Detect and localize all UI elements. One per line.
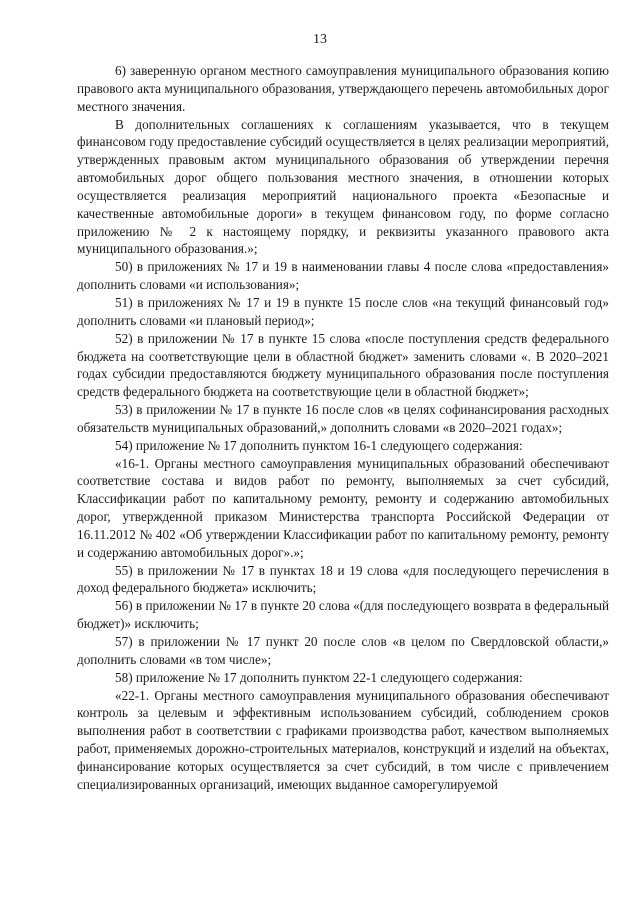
paragraph-item-51: 51) в приложениях № 17 и 19 в пункте 15 после слов «на текущий финансовый год» дополнить словами «и плановый период»; — [77, 294, 609, 328]
paragraph-item-53: 53) в приложении № 17 в пункте 16 после слов «в целях софинансирования расходных обязательств муниципальных образований,» дополнить словами «в 2020–2021 годах»; — [77, 402, 609, 435]
paragraph-point-16-1: «16-1. Органы местного самоуправления муниципальных образований обеспечивают соответствие состава и видов работ по ремонту, выполняемых за счет субсидий, Классификации работ по капитальному ремонту, ремонту и содержанию автомобильных дорог, утвержденной приказом Министерства транспорта Российской Федерации от 16.11.2012 № 402 «Об утверждении Классификации работ по капитальному ремонту, ремонту и содержанию автомобильных дорог».»; — [77, 455, 609, 560]
document-body — [77, 62, 609, 794]
paragraph-supplementary-agreements: В дополнительных соглашениях к соглашениям указывается, что в текущем финансовом году предоставление субсидий осуществляется в целях реализации мероприятий, утвержденных правовым актом муниципального образования об утверждении перечня автомобильных дорог общего пользования местного значения, в отношении которых осуществляется реализация мероприятий национального проекта «Безопасные и качественные автомобильные дороги» в текущем финансовом году, по форме согласно приложению № 2 к настоящему порядку, и реквизиты указанного правового акта муниципального образования.»; — [77, 116, 609, 257]
paragraph-item-52: 52) в приложении № 17 в пункте 15 слова «после поступления средств федерального бюджета на соответствующие цели в областной бюджет» заменить словами «. В 2020–2021 годах субсидии предоставляются бюджету муниципального образования после поступления средств федерального бюджета на соответствующие цели в областной бюджет»; — [77, 330, 609, 400]
paragraph-item-54: 54) приложение № 17 дополнить пунктом 16-1 следующего содержания: — [115, 437, 523, 453]
paragraph-item-56: 56) в приложении № 17 в пункте 20 слова «(для последующего возврата в федеральный бюджет)» исключить; — [77, 598, 609, 632]
page-number: 13 — [313, 32, 327, 47]
paragraph-item-6-continuation: 6) заверенную органом местного самоуправления муниципального образования копию правового акта муниципального образования, утверждающего перечень автомобильных дорог местного значения. — [77, 63, 609, 114]
paragraph-item-57: 57) в приложении № 17 пункт 20 после слов «в целом по Свердловской области,» дополнить словами «в том числе»; — [77, 634, 609, 667]
paragraph-item-50: 50) в приложениях № 17 и 19 в наименовании главы 4 после слова «предоставления» дополнить словами «и использования»; — [77, 259, 609, 293]
paragraph-item-55: 55) в приложении № 17 в пунктах 18 и 19 слова «для последующего перечисления в доход федерального бюджета» исключить; — [77, 562, 609, 596]
paragraph-point-22-1: «22-1. Органы местного самоуправления муниципального образования обеспечивают контроль за целевым и эффективным использованием субсидий, соблюдением сроков выполнения работ в соответствии с графиками производства работ, качеством выполняемых работ, применяемых дорожно-строительных материалов, конструкций и изделий на объектах, финансирование которых осуществляется за счет субсидий, в том числе с привлечением специализированных организаций, имеющих выданное саморегулируемой — [77, 687, 609, 792]
paragraph-item-58: 58) приложение № 17 дополнить пунктом 22-1 следующего содержания: — [115, 669, 523, 685]
